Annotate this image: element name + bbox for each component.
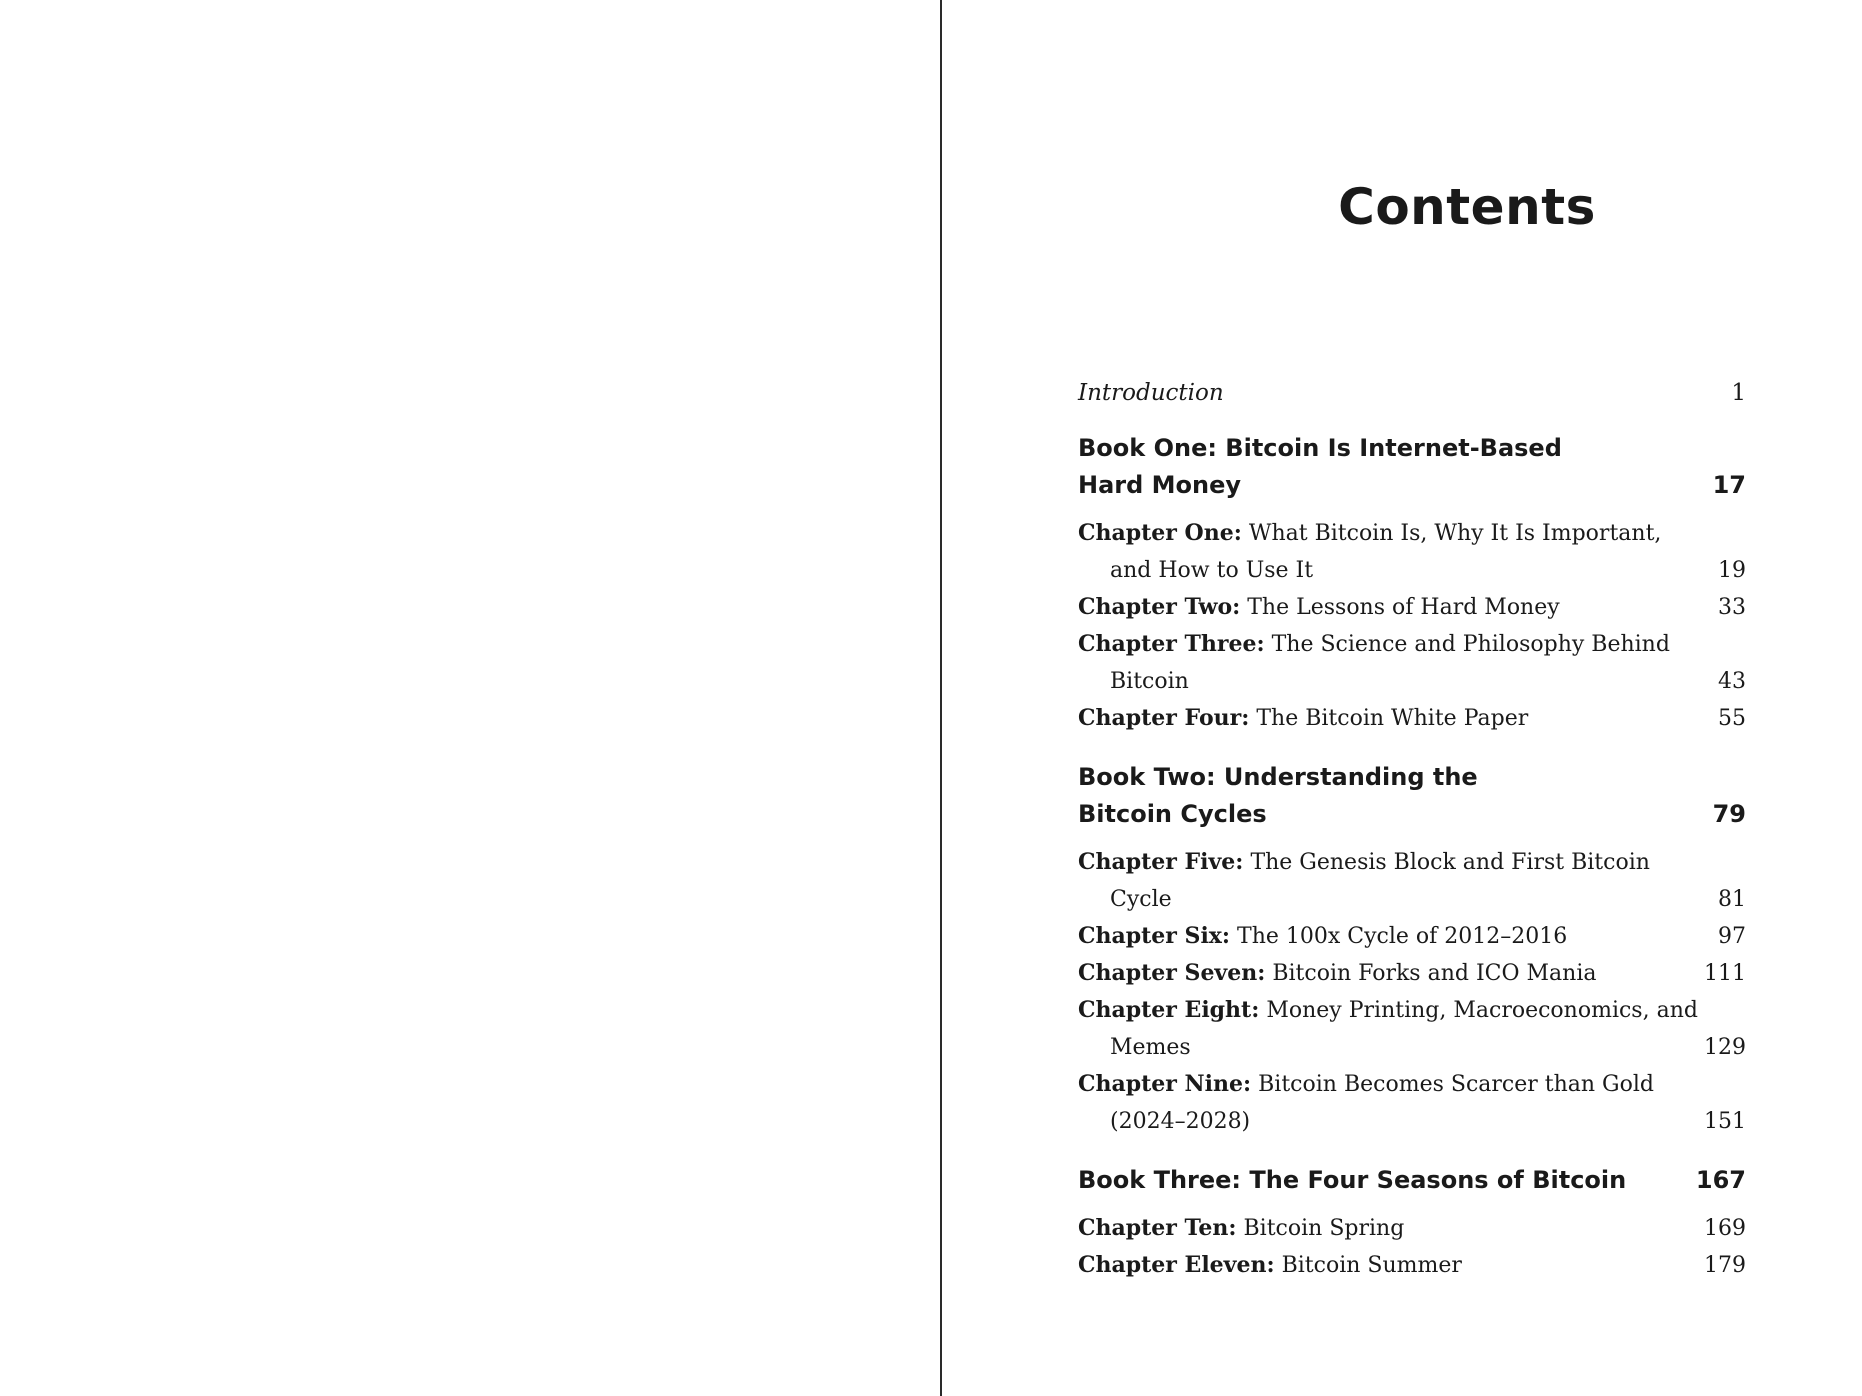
toc-page-number: 79	[1712, 800, 1746, 828]
chapter-label: Chapter Six:	[1078, 923, 1231, 949]
toc-page-number: 81	[1718, 887, 1746, 912]
toc-chapter-entry[interactable]	[1078, 1066, 1746, 1140]
toc-book-title-line: Book Two: Understanding the	[1078, 763, 1478, 791]
contents-page	[942, 0, 1862, 1396]
toc-book-heading[interactable]	[1078, 430, 1746, 504]
toc-page-number: 169	[1704, 1216, 1746, 1241]
toc-page-number: 111	[1704, 961, 1746, 986]
toc-chapter-entry[interactable]	[1078, 1247, 1746, 1284]
toc-chapter-list	[1078, 1210, 1746, 1284]
toc-chapter-entry[interactable]	[1078, 515, 1746, 589]
chapter-label: Chapter Nine:	[1078, 1071, 1252, 1097]
chapter-title: The 100x Cycle of 2012–2016	[1237, 924, 1568, 949]
toc-chapter-entry[interactable]	[1078, 992, 1746, 1066]
toc-page-number: 33	[1718, 595, 1746, 620]
chapter-label: Chapter One:	[1078, 520, 1242, 546]
toc-chapter-list	[1078, 515, 1746, 737]
chapter-label: Chapter Four:	[1078, 705, 1250, 731]
chapter-label: Chapter Eleven:	[1078, 1252, 1275, 1278]
toc-chapter-entry[interactable]	[1078, 844, 1746, 918]
toc-page-number: 43	[1718, 669, 1746, 694]
toc-entry-introduction[interactable]	[1078, 375, 1746, 412]
toc-chapter-list	[1078, 844, 1746, 1140]
toc-book-title-line: Bitcoin Cycles	[1078, 800, 1267, 828]
toc-chapter-entry[interactable]	[1078, 955, 1746, 992]
chapter-title: Bitcoin Spring	[1243, 1216, 1405, 1241]
toc-book-title	[1078, 759, 1638, 833]
toc-page-number: 129	[1704, 1035, 1746, 1060]
toc-page-number: 97	[1718, 924, 1746, 949]
chapter-title: What Bitcoin Is, Why It Is Important, and How to Use It	[1110, 521, 1662, 583]
chapter-title: The Genesis Block and First Bitcoin Cycle	[1110, 850, 1650, 912]
toc-chapter-entry[interactable]	[1078, 626, 1746, 700]
toc-page-number: 179	[1704, 1253, 1746, 1278]
chapter-title: Bitcoin Forks and ICO Mania	[1272, 961, 1597, 986]
toc-page-number: 167	[1695, 1166, 1746, 1194]
table-of-contents	[1078, 375, 1746, 1306]
toc-book-title	[1078, 1162, 1638, 1199]
chapter-title: The Lessons of Hard Money	[1247, 595, 1560, 620]
toc-chapter-entry[interactable]	[1078, 700, 1746, 737]
chapter-label: Chapter Eight:	[1078, 997, 1260, 1023]
toc-book-heading[interactable]	[1078, 1162, 1746, 1199]
chapter-title: The Bitcoin White Paper	[1256, 706, 1529, 731]
toc-book-title-line: Hard Money	[1078, 471, 1242, 499]
toc-page-number: 1	[1731, 380, 1746, 406]
toc-book-title-line: Book Three: The Four Seasons of Bitcoin	[1078, 1166, 1627, 1194]
toc-book-title	[1078, 430, 1638, 504]
toc-page-number: 19	[1718, 558, 1746, 583]
toc-page-number: 55	[1718, 706, 1746, 731]
chapter-title: Money Printing, Macroeconomics, and Memes	[1110, 998, 1698, 1060]
chapter-label: Chapter Seven:	[1078, 960, 1266, 986]
toc-page-number: 151	[1704, 1109, 1746, 1134]
chapter-label: Chapter Three:	[1078, 631, 1265, 657]
toc-chapter-entry[interactable]	[1078, 918, 1746, 955]
chapter-label: Chapter Two:	[1078, 594, 1241, 620]
toc-chapter-entry[interactable]	[1078, 1210, 1746, 1247]
toc-entry-title: Introduction	[1078, 380, 1224, 406]
toc-book-heading[interactable]	[1078, 759, 1746, 833]
chapter-label: Chapter Ten:	[1078, 1215, 1237, 1241]
toc-book-title-line: Book One: Bitcoin Is Internet-Based	[1078, 434, 1562, 462]
chapter-title: Bitcoin Becomes Scarcer than Gold (2024–2028)	[1110, 1072, 1654, 1134]
chapter-label: Chapter Five:	[1078, 849, 1244, 875]
toc-chapter-entry[interactable]	[1078, 589, 1746, 626]
chapter-title: Bitcoin Summer	[1281, 1253, 1462, 1278]
page-title: Contents	[1338, 178, 1596, 236]
toc-page-number: 17	[1712, 471, 1746, 499]
chapter-title: The Science and Philosophy Behind Bitcoin	[1110, 632, 1670, 694]
